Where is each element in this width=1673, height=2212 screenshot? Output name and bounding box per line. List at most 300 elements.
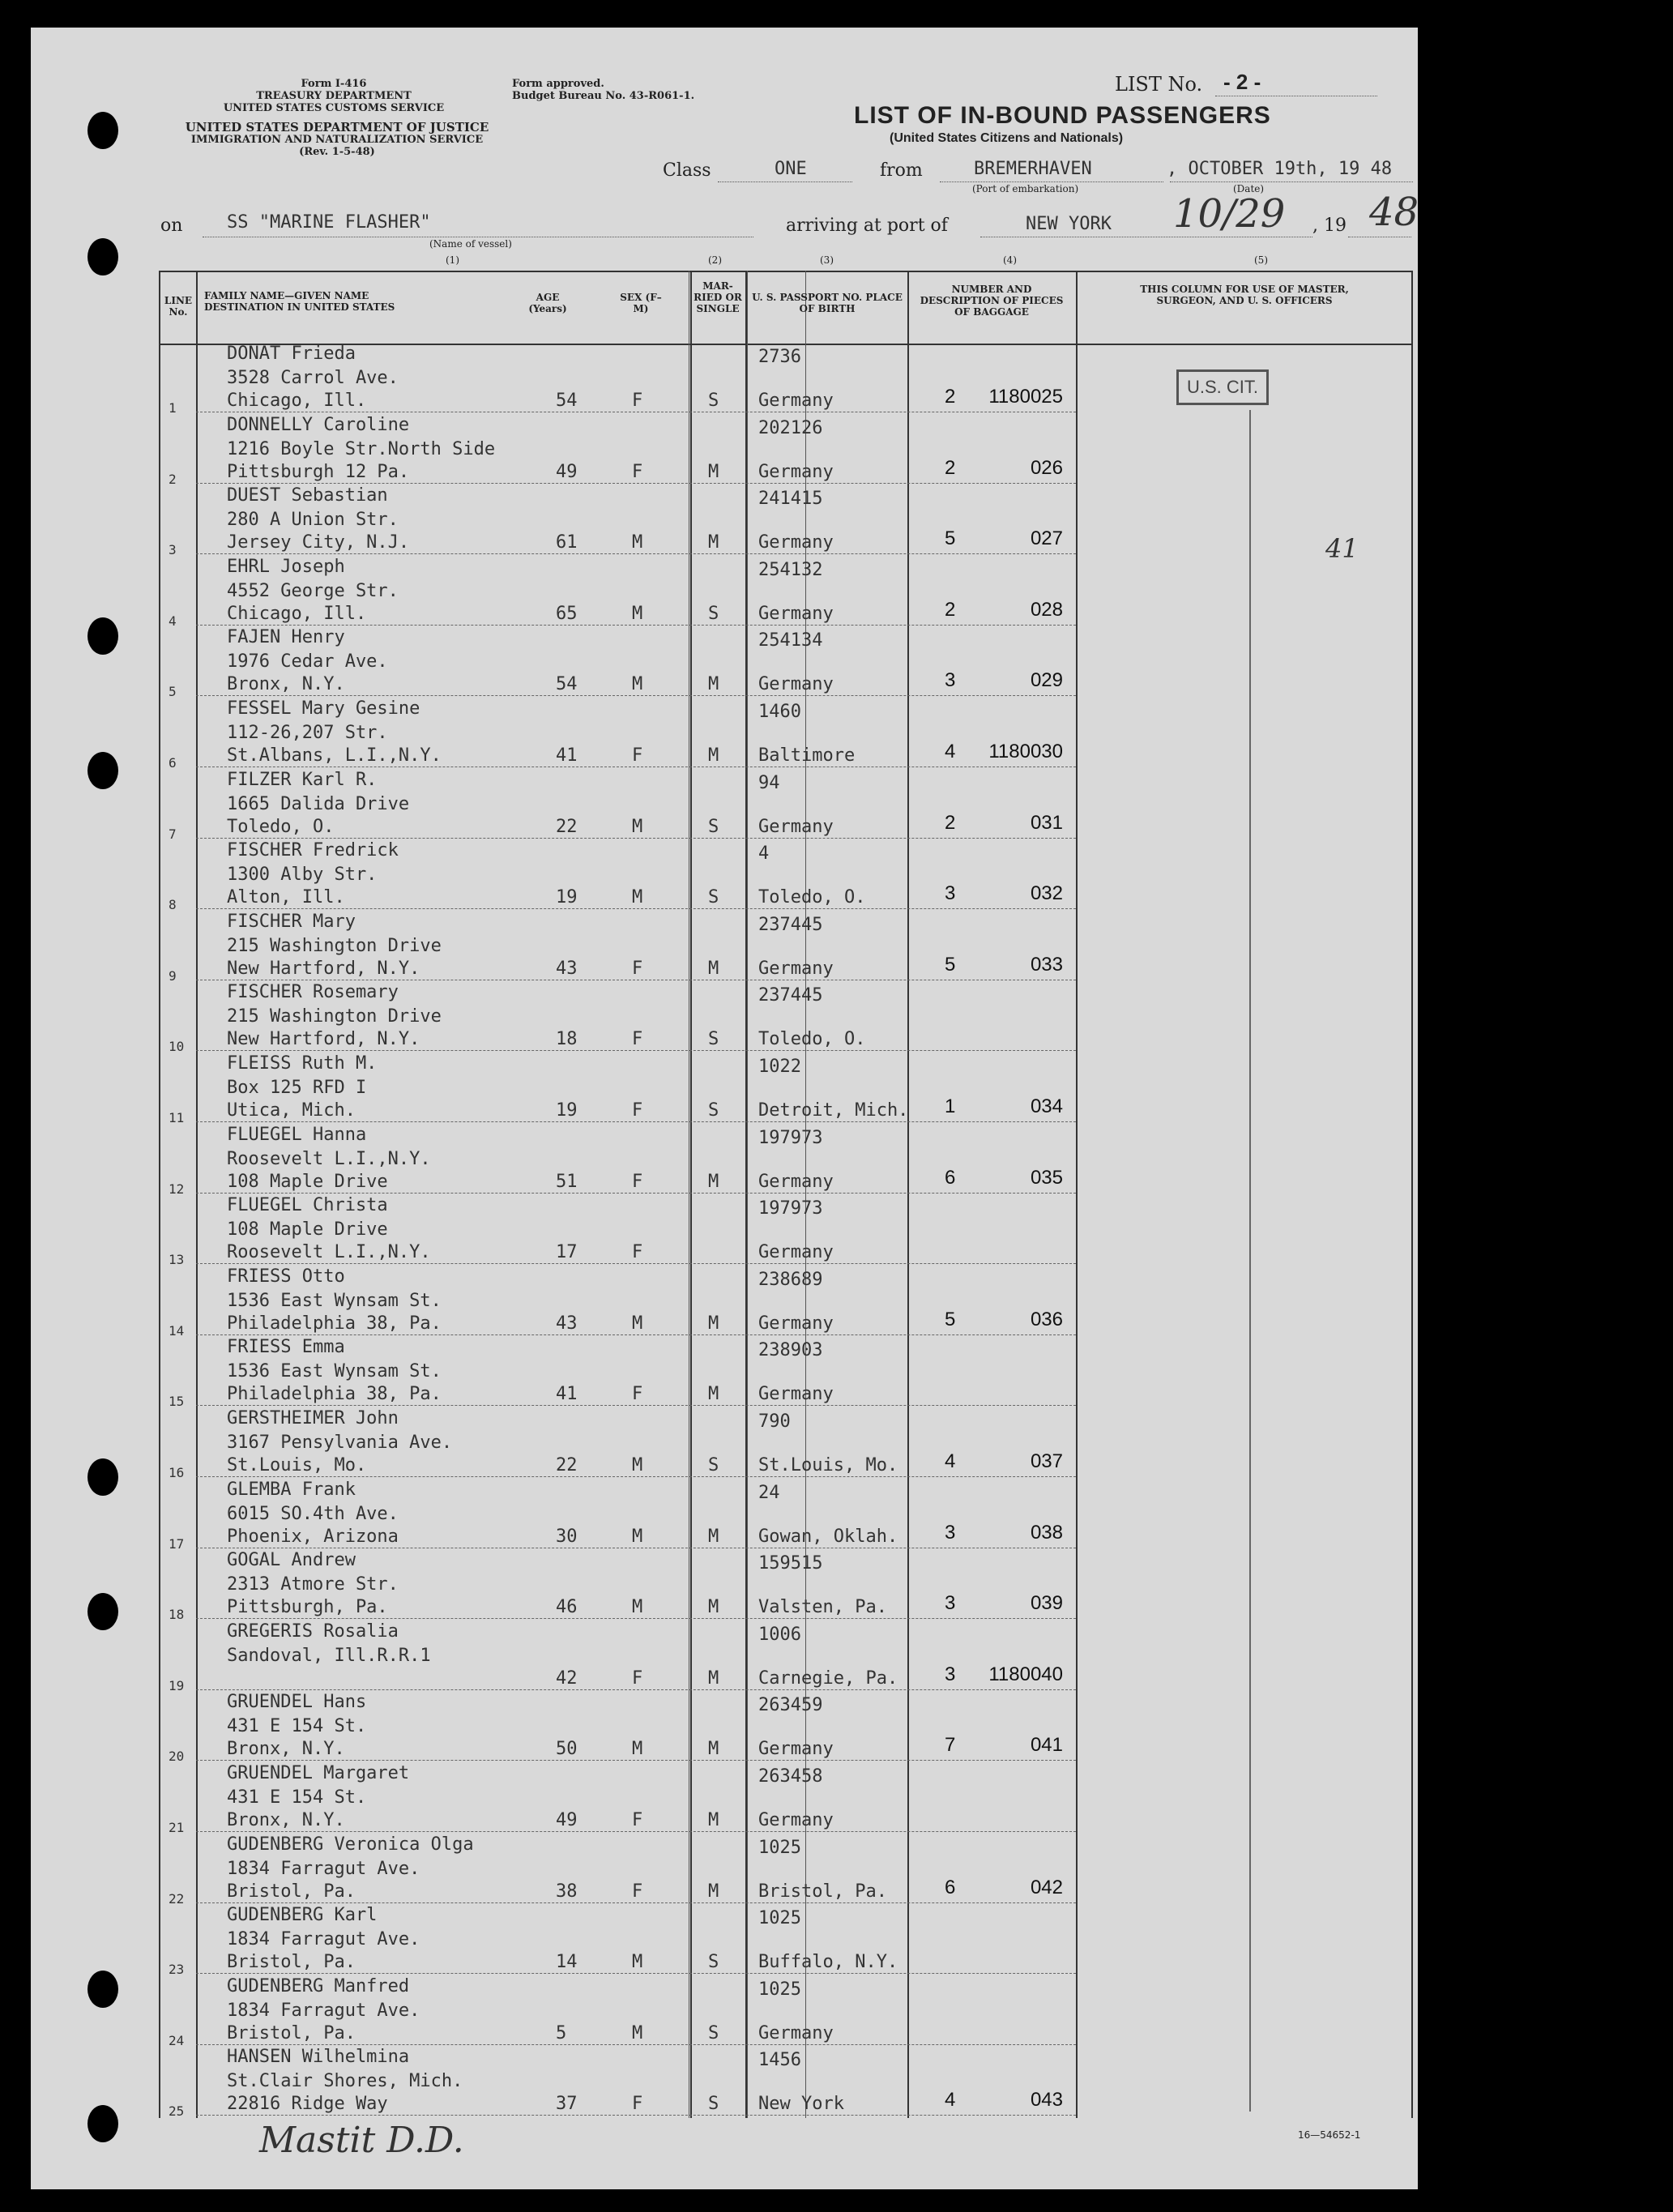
- sex: M: [632, 1739, 643, 1760]
- department-name: TREASURY DEPARTMENT: [256, 90, 412, 102]
- age: 65: [556, 603, 578, 624]
- line-number: 17: [169, 1535, 185, 1552]
- row-underline: [196, 1405, 1076, 1406]
- list-number-label: LIST No.: [1115, 73, 1203, 96]
- line-number: 9: [169, 967, 177, 984]
- address-line-2: Chicago, Ill.: [227, 603, 367, 624]
- marital-status: M: [708, 1171, 719, 1192]
- line-number: 22: [169, 1890, 185, 1907]
- address-line-1: Roosevelt L.I.,N.Y.: [227, 1148, 431, 1169]
- address-line-2: Philadelphia 38, Pa.: [227, 1384, 442, 1405]
- address-line-2: Pittsburgh 12 Pa.: [227, 461, 410, 482]
- passenger-name: FISCHER Mary: [227, 911, 356, 932]
- address-line-1: St.Clair Shores, Mich.: [227, 2071, 463, 2092]
- place-of-birth: St.Louis, Mo.: [758, 1455, 898, 1475]
- line-number: 4: [169, 613, 177, 629]
- arriving-label: arriving at port of: [786, 216, 948, 236]
- col-num-3: (3): [820, 254, 834, 266]
- departure-date: , OCTOBER 19th, 19 48: [1167, 159, 1393, 179]
- marital-status: S: [708, 1100, 719, 1121]
- marital-status: M: [708, 1526, 719, 1547]
- line-number: 23: [169, 1962, 185, 1978]
- line-number: 18: [169, 1607, 185, 1623]
- passenger-name: GRUENDEL Hans: [227, 1692, 367, 1713]
- address-line-1: 1216 Boyle Str.North Side: [227, 438, 496, 459]
- address-line-1: Box 125 RFD I: [227, 1078, 367, 1098]
- arrival-year-prefix: , 19: [1312, 216, 1347, 236]
- line-number: 7: [169, 826, 177, 842]
- baggage-tag: 1180040: [988, 1663, 1063, 1685]
- passport-number: 237445: [758, 985, 823, 1006]
- marital-status: S: [708, 391, 719, 411]
- address-line-1: 1536 East Wynsam St.: [227, 1290, 442, 1311]
- col-num-4: (4): [1003, 254, 1017, 266]
- passenger-name: FLUEGEL Christa: [227, 1195, 388, 1216]
- passenger-name: GRUENDEL Margaret: [227, 1763, 410, 1783]
- address-line-1: 1834 Farragut Ave.: [227, 2000, 420, 2021]
- age: 49: [556, 461, 578, 482]
- baggage-pieces: 5: [945, 527, 956, 550]
- sex: F: [632, 958, 643, 979]
- baggage-tag: 1180030: [988, 741, 1063, 762]
- passport-number: 1460: [758, 702, 801, 722]
- age: 19: [556, 1100, 578, 1121]
- baggage-tag: 042: [1030, 1876, 1063, 1898]
- passenger-row: [159, 557, 1411, 628]
- sex: F: [632, 1668, 643, 1689]
- place-of-birth: Germany: [758, 1242, 834, 1263]
- passport-number: 1025: [758, 1979, 801, 2000]
- marital-status: S: [708, 887, 719, 908]
- colhdr-passport: U. S. PASSPORT NO. PLACE OF BIRTH: [752, 292, 903, 314]
- vessel-name: SS "MARINE FLASHER": [227, 212, 431, 233]
- passenger-row: [159, 982, 1411, 1053]
- baggage-tag: 026: [1030, 456, 1063, 479]
- marital-status: M: [708, 1313, 719, 1334]
- address-line-1: 280 A Union Str.: [227, 510, 399, 531]
- address-line-1: 3167 Pensylvania Ave.: [227, 1433, 453, 1453]
- line-number: 24: [169, 2032, 185, 2048]
- passenger-row: [159, 1125, 1411, 1196]
- address-line-2: Bronx, N.Y.: [227, 674, 345, 695]
- row-underline: [196, 1618, 1076, 1619]
- vessel-note: (Name of vessel): [429, 238, 512, 250]
- sex: M: [632, 816, 643, 837]
- binder-hole-4: [87, 752, 118, 789]
- age: 54: [556, 391, 578, 411]
- marital-status: M: [708, 1810, 719, 1830]
- address-line-2: St.Louis, Mo.: [227, 1455, 367, 1475]
- sex: F: [632, 1029, 643, 1050]
- age: 43: [556, 958, 578, 979]
- sex: M: [632, 1952, 643, 1973]
- passport-number: 197973: [758, 1127, 823, 1148]
- passenger-name: HANSEN Wilhelmina: [227, 2047, 410, 2068]
- place-of-birth: Toledo, O.: [758, 887, 866, 908]
- passport-number: 24: [758, 1482, 780, 1503]
- service-name: UNITED STATES CUSTOMS SERVICE: [223, 102, 445, 114]
- passenger-row: [159, 1763, 1411, 1834]
- binder-hole-3: [87, 617, 118, 655]
- address-line-2: Bristol, Pa.: [227, 2022, 356, 2043]
- passenger-table: [159, 271, 1411, 2118]
- row-underline: [196, 1476, 1076, 1477]
- row-underline: [196, 1902, 1076, 1903]
- colhdr-name: [204, 290, 447, 313]
- passenger-row: [159, 415, 1411, 486]
- class-value: ONE: [775, 159, 807, 179]
- sex: M: [632, 887, 643, 908]
- passenger-row: [159, 1053, 1411, 1125]
- row-underline: [196, 838, 1076, 839]
- baggage-tag: 043: [1030, 2089, 1063, 2112]
- passport-number: 197973: [758, 1198, 823, 1219]
- line-number: 5: [169, 684, 177, 700]
- baggage-pieces: 3: [945, 669, 956, 692]
- place-of-birth: Germany: [758, 461, 834, 482]
- colhdr-name-text: FAMILY NAME—GIVEN NAME: [204, 290, 369, 301]
- address-line-2: 108 Maple Drive: [227, 1171, 388, 1192]
- passport-number: 1025: [758, 1837, 801, 1858]
- address-line-2: Alton, Ill.: [227, 887, 345, 908]
- sex: F: [632, 391, 643, 411]
- row-underline: [196, 625, 1076, 626]
- col-num-1: (1): [446, 254, 459, 266]
- line-number: 20: [169, 1749, 185, 1765]
- place-of-birth: New York: [758, 2094, 844, 2115]
- passenger-name: DONNELLY Caroline: [227, 414, 410, 435]
- marital-status: S: [708, 2094, 719, 2115]
- row-underline: [196, 1689, 1076, 1690]
- marital-status: M: [708, 1668, 719, 1689]
- port-of-embarkation: BREMERHAVEN: [974, 159, 1092, 179]
- address-line-2: New Hartford, N.Y.: [227, 1029, 420, 1050]
- colhdr-destination-text: DESTINATION IN UNITED STATES: [204, 301, 395, 313]
- marital-status: S: [708, 1029, 719, 1050]
- colhdr-sex: SEX (F–M): [620, 292, 662, 314]
- passenger-row: [159, 698, 1411, 770]
- passenger-name: GUDENBERG Karl: [227, 1905, 378, 1926]
- baggage-pieces: 4: [945, 741, 956, 762]
- binder-hole-5: [87, 1458, 118, 1496]
- row-underline: [196, 1121, 1076, 1122]
- colhdr-officers: THIS COLUMN FOR USE OF MASTER, SURGEON, AND U. S. OFFICERS: [1140, 284, 1349, 306]
- passport-number: 4: [758, 843, 770, 865]
- colhdr-line-no: LINE No.: [164, 295, 193, 318]
- passport-number: 1025: [758, 1908, 801, 1929]
- line-number: 14: [169, 1322, 185, 1339]
- passport-number: 241415: [758, 489, 823, 510]
- baggage-tag: 039: [1030, 1592, 1063, 1615]
- passenger-name: FISCHER Fredrick: [227, 840, 399, 861]
- baggage-tag: 027: [1030, 527, 1063, 550]
- place-of-birth: Valsten, Pa.: [758, 1597, 887, 1618]
- sex: M: [632, 532, 643, 553]
- baggage-tag: 041: [1030, 1734, 1063, 1757]
- row-underline: [196, 1831, 1076, 1832]
- baggage-tag: 031: [1030, 811, 1063, 834]
- list-number-value: - 2 -: [1223, 70, 1261, 94]
- age: 51: [556, 1171, 578, 1192]
- passenger-name: GUDENBERG Manfred: [227, 1975, 410, 1996]
- passenger-name: GUDENBERG Veronica Olga: [227, 1834, 474, 1855]
- approval-block: [512, 78, 739, 102]
- baggage-pieces: 3: [945, 1592, 956, 1615]
- form-number: Form I-416: [301, 78, 367, 90]
- col-num-5: (5): [1254, 254, 1268, 266]
- place-of-birth: Germany: [758, 1171, 834, 1192]
- passport-number: 237445: [758, 914, 823, 935]
- marital-status: M: [708, 532, 719, 553]
- row-underline: [196, 1973, 1076, 1974]
- form-header-treasury: [212, 78, 455, 114]
- baggage-tag: 032: [1030, 882, 1063, 905]
- margin-note-41: 41: [1325, 533, 1359, 564]
- marital-status: M: [708, 1597, 719, 1618]
- place-of-birth: Germany: [758, 391, 834, 411]
- place-of-birth: Germany: [758, 958, 834, 979]
- address-line-2: 22816 Ridge Way: [227, 2094, 388, 2115]
- passport-number: 1006: [758, 1624, 801, 1645]
- sex: M: [632, 674, 643, 695]
- officer-column-check-line: [1249, 410, 1251, 2112]
- handwritten-arrival-date: 10/29: [1173, 191, 1286, 237]
- row-underline: [196, 483, 1076, 484]
- sex: M: [632, 1526, 643, 1547]
- passenger-row: [159, 1834, 1411, 1906]
- age: 38: [556, 1881, 578, 1902]
- place-of-birth: Germany: [758, 816, 834, 837]
- passenger-row: [159, 912, 1411, 983]
- baggage-pieces: 2: [945, 811, 956, 834]
- place-of-birth: Germany: [758, 1810, 834, 1830]
- binder-hole-6: [87, 1593, 118, 1630]
- baggage-tag: 035: [1030, 1166, 1063, 1189]
- sex: F: [632, 745, 643, 766]
- sex: M: [632, 1313, 643, 1334]
- passenger-row: [159, 1408, 1411, 1480]
- passenger-name: FESSEL Mary Gesine: [227, 698, 420, 719]
- date-note: (Date): [1233, 183, 1265, 194]
- address-line-2: Bronx, N.Y.: [227, 1810, 345, 1830]
- page-title: LIST OF IN-BOUND PASSENGERS: [854, 102, 1271, 129]
- line-number: 16: [169, 1465, 185, 1480]
- line-number: 13: [169, 1252, 185, 1268]
- baggage-tag: 034: [1030, 1095, 1063, 1117]
- baggage-tag: 028: [1030, 598, 1063, 621]
- address-line-1: 431 E 154 St.: [227, 1787, 367, 1808]
- marital-status: M: [708, 1881, 719, 1902]
- passenger-row: [159, 770, 1411, 841]
- place-of-birth: Germany: [758, 2022, 834, 2043]
- passenger-row: [159, 1976, 1411, 2048]
- place-of-birth: Buffalo, N.Y.: [758, 1952, 898, 1973]
- form-header-justice: [159, 122, 515, 158]
- marital-status: S: [708, 816, 719, 837]
- baggage-tag: 1180025: [988, 386, 1063, 408]
- passenger-name: EHRL Joseph: [227, 556, 345, 577]
- marital-status: M: [708, 745, 719, 766]
- passenger-name: DUEST Sebastian: [227, 485, 388, 506]
- age: 19: [556, 887, 578, 908]
- place-of-birth: Baltimore: [758, 745, 856, 766]
- age: 41: [556, 745, 578, 766]
- passport-number: 263459: [758, 1695, 823, 1716]
- passenger-row: [159, 1337, 1411, 1408]
- sex: F: [632, 1242, 643, 1263]
- baggage-pieces: 6: [945, 1166, 956, 1189]
- line-number: 8: [169, 897, 177, 913]
- address-line-2: Philadelphia 38, Pa.: [227, 1313, 442, 1334]
- address-line-1: 1665 Dalida Drive: [227, 793, 410, 814]
- baggage-pieces: 5: [945, 953, 956, 976]
- baggage-pieces: 5: [945, 1308, 956, 1330]
- sex: M: [632, 2022, 643, 2043]
- address-line-1: 1834 Farragut Ave.: [227, 1929, 420, 1950]
- marital-status: S: [708, 2022, 719, 2043]
- marital-status: M: [708, 1739, 719, 1760]
- row-underline: [196, 695, 1076, 696]
- baggage-pieces: 3: [945, 1663, 956, 1685]
- place-of-birth: Bristol, Pa.: [758, 1881, 887, 1902]
- line-number: 11: [169, 1110, 185, 1125]
- address-line-2: St.Albans, L.I.,N.Y.: [227, 745, 442, 766]
- baggage-tag: 036: [1030, 1308, 1063, 1330]
- row-underline: [196, 1193, 1076, 1194]
- row-underline: [196, 553, 1076, 554]
- colhdr-married: MAR-RIED OR SINGLE: [694, 280, 742, 314]
- passport-number: 254134: [758, 630, 823, 651]
- passport-number: 94: [758, 772, 780, 793]
- address-line-1: Sandoval, Ill.R.R.1: [227, 1645, 431, 1666]
- line-number: 1: [169, 400, 177, 416]
- binder-hole-2: [87, 238, 118, 275]
- marital-status: S: [708, 603, 719, 624]
- sex: F: [632, 1384, 643, 1405]
- place-of-birth: Germany: [758, 1313, 834, 1334]
- address-line-1: 108 Maple Drive: [227, 1219, 388, 1241]
- sex: M: [632, 1455, 643, 1475]
- passenger-name: FAJEN Henry: [227, 627, 345, 648]
- row-underline: [196, 2044, 1076, 2045]
- marital-status: M: [708, 958, 719, 979]
- age: 49: [556, 1810, 578, 1830]
- passenger-row: [159, 485, 1411, 557]
- place-of-birth: Toledo, O.: [758, 1029, 866, 1050]
- marital-status: M: [708, 1384, 719, 1405]
- line-number: 25: [169, 2103, 185, 2120]
- baggage-tag: 037: [1030, 1450, 1063, 1472]
- line-number: 21: [169, 1820, 185, 1835]
- passenger-row: [159, 1266, 1411, 1338]
- place-of-birth: Germany: [758, 1739, 834, 1760]
- passport-number: 1456: [758, 2050, 801, 2071]
- place-of-birth: Germany: [758, 674, 834, 695]
- row-underline: [196, 908, 1076, 909]
- age: 43: [556, 1313, 578, 1334]
- baggage-tag: 029: [1030, 669, 1063, 692]
- page-subtitle: (United States Citizens and Nationals): [890, 131, 1124, 145]
- baggage-pieces: 1: [945, 1095, 956, 1117]
- passenger-row: [159, 1550, 1411, 1621]
- passenger-name: GLEMBA Frank: [227, 1479, 356, 1500]
- passenger-row: [159, 1480, 1411, 1551]
- row-underline: [196, 1760, 1076, 1761]
- baggage-tag: 033: [1030, 953, 1063, 976]
- passport-number: 238689: [758, 1269, 823, 1290]
- line-number: 2: [169, 471, 177, 487]
- from-label: from: [880, 160, 923, 181]
- address-line-2: Bristol, Pa.: [227, 1881, 356, 1902]
- address-line-1: 1834 Farragut Ave.: [227, 1858, 420, 1879]
- address-line-2: Toledo, O.: [227, 816, 335, 837]
- passenger-name: FLEISS Ruth M.: [227, 1053, 378, 1074]
- place-of-birth: Detroit, Mich.: [758, 1100, 909, 1121]
- baggage-pieces: 4: [945, 2089, 956, 2112]
- baggage-pieces: 3: [945, 1521, 956, 1544]
- baggage-pieces: 3: [945, 882, 956, 905]
- address-line-1: 112-26,207 Str.: [227, 723, 388, 743]
- binder-hole-8: [87, 2105, 118, 2142]
- justice-dept: UNITED STATES DEPARTMENT OF JUSTICE: [185, 120, 489, 135]
- baggage-pieces: 2: [945, 456, 956, 479]
- marital-status: S: [708, 1952, 719, 1973]
- sex: F: [632, 1810, 643, 1830]
- passenger-row: [159, 1905, 1411, 1976]
- age: 22: [556, 1455, 578, 1475]
- passport-number: 202126: [758, 417, 823, 438]
- address-line-1: 3528 Carrol Ave.: [227, 368, 399, 388]
- passenger-name: DONAT Frieda: [227, 344, 356, 364]
- passenger-name: GERSTHEIMER John: [227, 1408, 399, 1428]
- place-of-birth: Carnegie, Pa.: [758, 1668, 898, 1689]
- row-underline: [196, 2115, 1076, 2116]
- age: 42: [556, 1668, 578, 1689]
- address-line-2: Jersey City, N.J.: [227, 532, 410, 553]
- address-line-1: 215 Washington Drive: [227, 935, 442, 956]
- passport-number: 263458: [758, 1766, 823, 1787]
- baggage-pieces: 6: [945, 1876, 956, 1898]
- line-number: 10: [169, 1039, 185, 1055]
- passenger-row: [159, 1621, 1411, 1693]
- age: 46: [556, 1597, 578, 1618]
- passenger-name: GOGAL Andrew: [227, 1550, 356, 1571]
- place-of-birth: Gowan, Oklah.: [758, 1526, 898, 1547]
- colhdr-age: AGE (Years): [528, 292, 567, 314]
- passenger-name: GREGERIS Rosalia: [227, 1621, 399, 1642]
- ins-name: IMMIGRATION AND NATURALIZATION SERVICE: [190, 134, 484, 146]
- sex: F: [632, 461, 643, 482]
- line-number: 19: [169, 1677, 185, 1693]
- address-line-1: 1536 East Wynsam St.: [227, 1361, 442, 1382]
- address-line-1: 6015 SO.4th Ave.: [227, 1503, 399, 1524]
- row-underline: [196, 1050, 1076, 1051]
- baggage-pieces: 4: [945, 1450, 956, 1472]
- line-number: 6: [169, 755, 177, 771]
- address-line-1: 2313 Atmore Str.: [227, 1574, 399, 1595]
- approval-line-1: Form approved.: [512, 78, 604, 90]
- class-label: Class: [663, 160, 711, 181]
- line-number: 3: [169, 542, 177, 558]
- address-line-2: New Hartford, N.Y.: [227, 958, 420, 979]
- address-line-2: Phoenix, Arizona: [227, 1526, 399, 1547]
- address-line-2: Chicago, Ill.: [227, 391, 367, 411]
- address-line-2: Bristol, Pa.: [227, 1952, 356, 1973]
- baggage-pieces: 2: [945, 386, 956, 408]
- address-line-1: 215 Washington Drive: [227, 1006, 442, 1027]
- age: 50: [556, 1739, 578, 1760]
- marital-status: M: [708, 461, 719, 482]
